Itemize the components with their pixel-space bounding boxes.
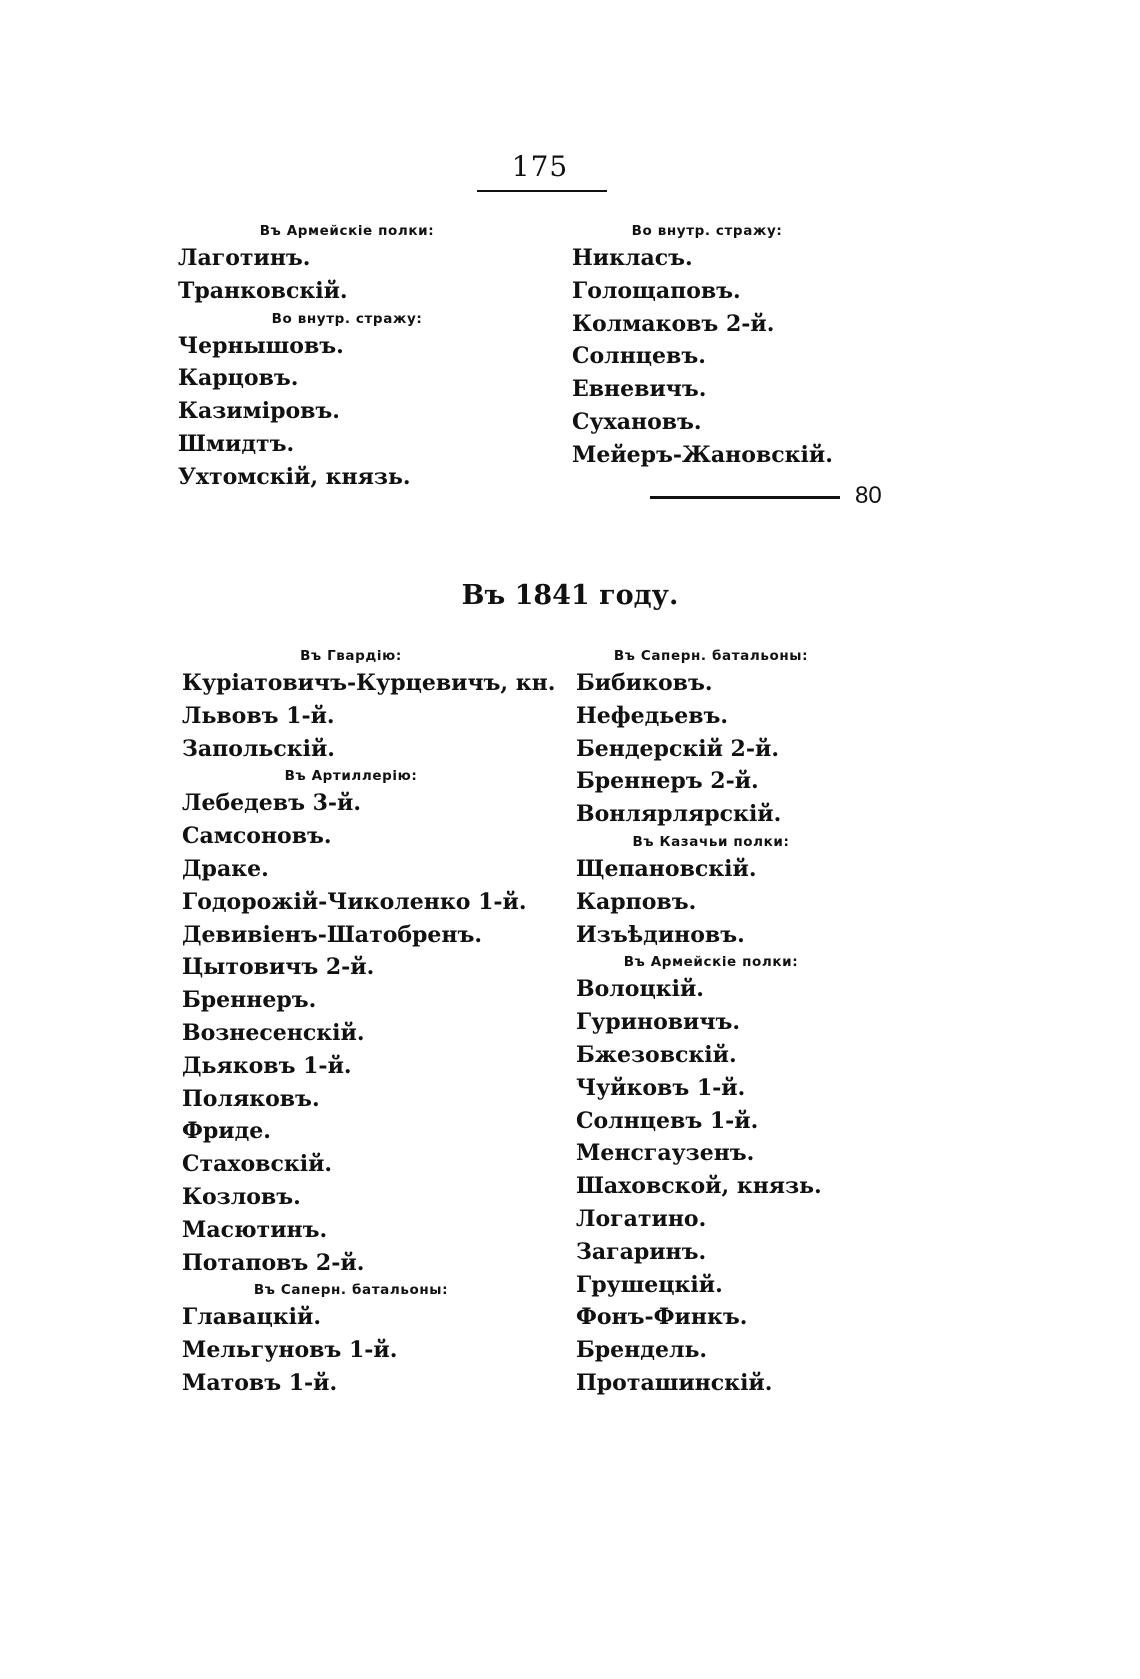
name-entry: Логатино. <box>576 1205 707 1232</box>
name-entry: Куріатовичъ-Курцевичъ, кн. <box>182 670 556 696</box>
group-heading: Въ Казачьи полки: <box>632 833 790 850</box>
name-entry: Вознесенскій. <box>182 1019 365 1046</box>
group-heading: Въ Артиллерію: <box>284 768 418 785</box>
name-entry: Мейеръ-Жановскій. <box>572 441 833 468</box>
name-entry: Чернышовъ. <box>178 332 344 359</box>
page-number-rule <box>477 190 607 192</box>
name-entry: Девивіенъ-Шатобренъ. <box>182 921 483 948</box>
name-entry: Изъѣдиновъ. <box>576 921 745 948</box>
column-bottom-left <box>182 645 582 1400</box>
name-entry: Годорожій-Чиколенко 1-й. <box>182 888 527 915</box>
name-entry: Матовъ 1-й. <box>182 1369 338 1396</box>
name-entry: Козловъ. <box>182 1183 301 1210</box>
name-entry: Евневичъ. <box>572 376 707 403</box>
name-entry: Дьяковъ 1-й. <box>182 1052 352 1079</box>
name-entry: Гуриновичъ. <box>576 1009 740 1036</box>
group-heading: Въ Армейскіе полки: <box>259 223 435 239</box>
name-entry: Колмаковъ 2-й. <box>572 310 775 337</box>
name-entry: Карповъ. <box>576 888 697 915</box>
name-entry: Самсоновъ. <box>182 823 332 850</box>
name-entry: Щепановскій. <box>576 855 757 882</box>
name-entry: Волоцкій. <box>576 976 704 1003</box>
name-entry: Брендель. <box>576 1337 708 1364</box>
name-entry: Бреннеръ. <box>182 987 317 1014</box>
name-entry: Чуйковъ 1-й. <box>576 1074 746 1101</box>
section-title: Въ 1841 году. <box>461 580 679 611</box>
name-entry: Бендерскій 2-й. <box>576 735 779 762</box>
name-entry: Запольскій. <box>182 735 335 762</box>
name-entry: Солнцевъ. <box>572 343 706 370</box>
name-entry: Потаповъ 2-й. <box>182 1249 365 1276</box>
name-entry: Фонъ-Финкъ. <box>576 1304 748 1331</box>
page-number: 175 <box>511 150 569 183</box>
name-entry: Цытовичъ 2-й. <box>182 954 375 981</box>
name-entry: Казиміровъ. <box>178 398 340 425</box>
group-heading: Въ Армейскіе полки: <box>623 954 799 971</box>
group-heading: Въ Саперн. батальоны: <box>253 1282 449 1299</box>
name-entry: Транковскій. <box>178 277 348 304</box>
name-entry: Мельгуновъ 1-й. <box>182 1337 398 1364</box>
column-top-right <box>572 220 992 472</box>
group-heading: Въ Гвардію: <box>300 648 402 664</box>
name-entry: Главацкій. <box>182 1304 321 1331</box>
name-entry: Менсгаузенъ. <box>576 1140 755 1167</box>
total-count: 80 <box>855 482 882 509</box>
name-entry: Лаготинъ. <box>178 245 311 271</box>
name-entry: Бибиковъ. <box>576 670 713 696</box>
group-heading: Во внутр. стражу: <box>271 310 423 327</box>
name-entry: Карцовъ. <box>178 365 299 392</box>
group-heading: Во внутр. стражу: <box>631 223 783 239</box>
name-entry: Загаринъ. <box>576 1238 707 1265</box>
name-entry: Солнцевъ 1-й. <box>576 1107 759 1134</box>
name-entry: Проташинскій. <box>576 1369 773 1396</box>
name-entry: Бжезовскій. <box>576 1041 737 1068</box>
name-entry: Бреннеръ 2-й. <box>576 768 759 795</box>
name-entry: Львовъ 1-й. <box>182 702 335 729</box>
name-entry: Шмидтъ. <box>178 430 295 457</box>
name-entry: Голощаповъ. <box>572 277 741 304</box>
name-entry: Никласъ. <box>572 245 693 271</box>
name-entry: Шаховской, князь. <box>576 1173 822 1200</box>
total-rule <box>650 496 840 499</box>
group-heading: Въ Саперн. батальоны: <box>613 648 809 664</box>
name-entry: Вонлярлярскій. <box>576 801 782 828</box>
name-entry: Ухтомскій, князь. <box>178 463 411 490</box>
name-entry: Сухановъ. <box>572 408 702 435</box>
name-entry: Масютинъ. <box>182 1216 328 1243</box>
name-entry: Нефедьевъ. <box>576 702 729 729</box>
name-entry: Лебедевъ 3-й. <box>182 790 362 817</box>
name-entry: Грушецкій. <box>576 1271 723 1298</box>
column-top-left <box>178 220 578 494</box>
name-entry: Фриде. <box>182 1118 271 1145</box>
name-entry: Поляковъ. <box>182 1085 320 1112</box>
column-bottom-right <box>576 645 996 1400</box>
name-entry: Стаховскій. <box>182 1151 333 1178</box>
name-entry: Драке. <box>182 855 269 882</box>
